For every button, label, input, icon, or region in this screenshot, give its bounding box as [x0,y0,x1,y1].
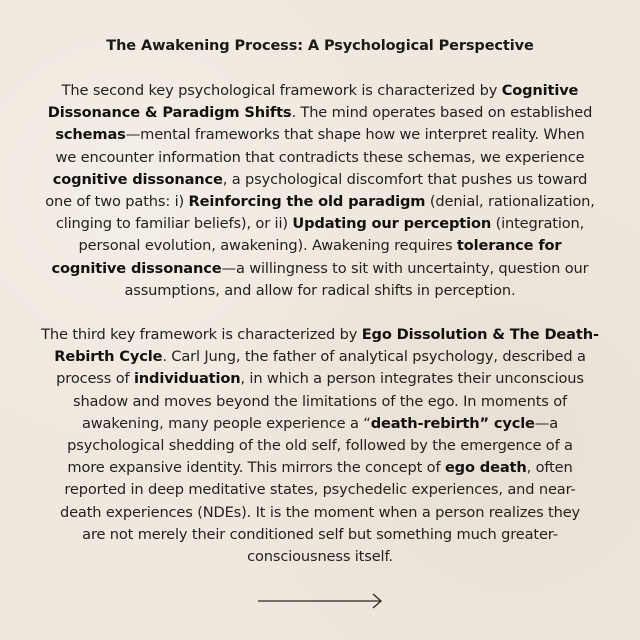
text-line [0,191,640,213]
text-segment: (integration, [491,215,585,233]
text-segment: The third key framework is characterized by [41,326,362,343]
text-segment: , often [526,459,573,477]
text-line [0,258,640,280]
text-line [0,102,640,124]
bold-term: Ego Dissolution & The Death- [361,326,599,343]
text-line [0,413,640,435]
text-line [0,124,640,146]
text-segment: more expansive identity. This mirrors the concept of [67,459,445,477]
text-segment: psychological shedding of the old self, followed by the emergence of a [67,437,573,455]
text-line [0,346,640,368]
bold-term: Cognitive [501,82,579,99]
text-segment: , in which a person integrates their unconscious [240,370,584,388]
text-segment: assumptions, and allow for radical shifts in perception. [124,281,516,299]
text-segment: . Carl Jung, the father of analytical psychology, described a [162,348,586,366]
bold-term: Rebirth Cycle [54,348,163,366]
text-segment: consciousness itself. [247,548,393,566]
text-line [0,502,640,524]
text-line [0,235,640,257]
text-segment: are not merely their conditioned self but something much greater- [82,525,558,543]
text-line [0,546,640,568]
text-segment: clinging to familiar beliefs), or ii) [55,215,293,233]
text-segment: reported in deep meditative states, psychedelic experiences, and near- [64,481,576,499]
text-line [0,147,640,169]
paragraph-ego-dissolution [0,324,640,568]
bold-term: death-rebirth” cycle [370,414,535,432]
bold-term: tolerance for [456,237,562,255]
text-segment: process of [56,370,134,388]
bold-term: cognitive dissonance [51,259,222,277]
text-line [0,280,640,302]
text-line [0,457,640,479]
text-line [0,368,640,390]
text-segment: . The mind operates based on established [291,104,593,122]
text-segment: awakening, many people experience a “ [81,414,371,432]
text-line [0,435,640,457]
text-segment: —a willingness to sit with uncertainty, question our [221,259,589,277]
bold-term: cognitive dissonance [52,170,223,188]
text-line [0,479,640,501]
text-segment: , a psychological discomfort that pushes us toward [222,170,588,188]
bold-term: individuation [133,370,241,388]
bold-term: Updating our perception [292,215,492,233]
text-line [0,391,640,413]
paragraph-cognitive-dissonance [0,80,640,302]
bold-term: ego death [444,459,527,477]
text-segment: (denial, rationalization, [425,193,595,211]
text-line [0,213,640,235]
text-line [0,80,640,102]
text-segment: we encounter information that contradicts these schemas, we experience [55,148,585,166]
arrow-right-icon[interactable] [256,592,384,610]
bold-term: schemas [55,126,126,144]
text-line [0,169,640,191]
text-segment: one of two paths: i) [45,193,189,211]
bold-term: Dissonance & Paradigm Shifts [47,104,292,122]
text-segment: shadow and moves beyond the limitations of the ego. In moments of [73,392,567,410]
text-line [0,324,640,346]
text-segment: The second key psychological framework is characterized by [61,82,502,99]
text-segment: —mental frameworks that shape how we interpret reality. When [125,126,585,144]
text-segment: personal evolution, awakening). Awakening requires [78,237,457,255]
page-title: The Awakening Process: A Psychological Perspective [106,38,534,54]
bold-term: Reinforcing the old paradigm [188,193,426,211]
text-segment: death experiences (NDEs). It is the moment when a person realizes they [59,503,581,521]
text-line [0,524,640,546]
text-segment: —a [534,414,559,432]
